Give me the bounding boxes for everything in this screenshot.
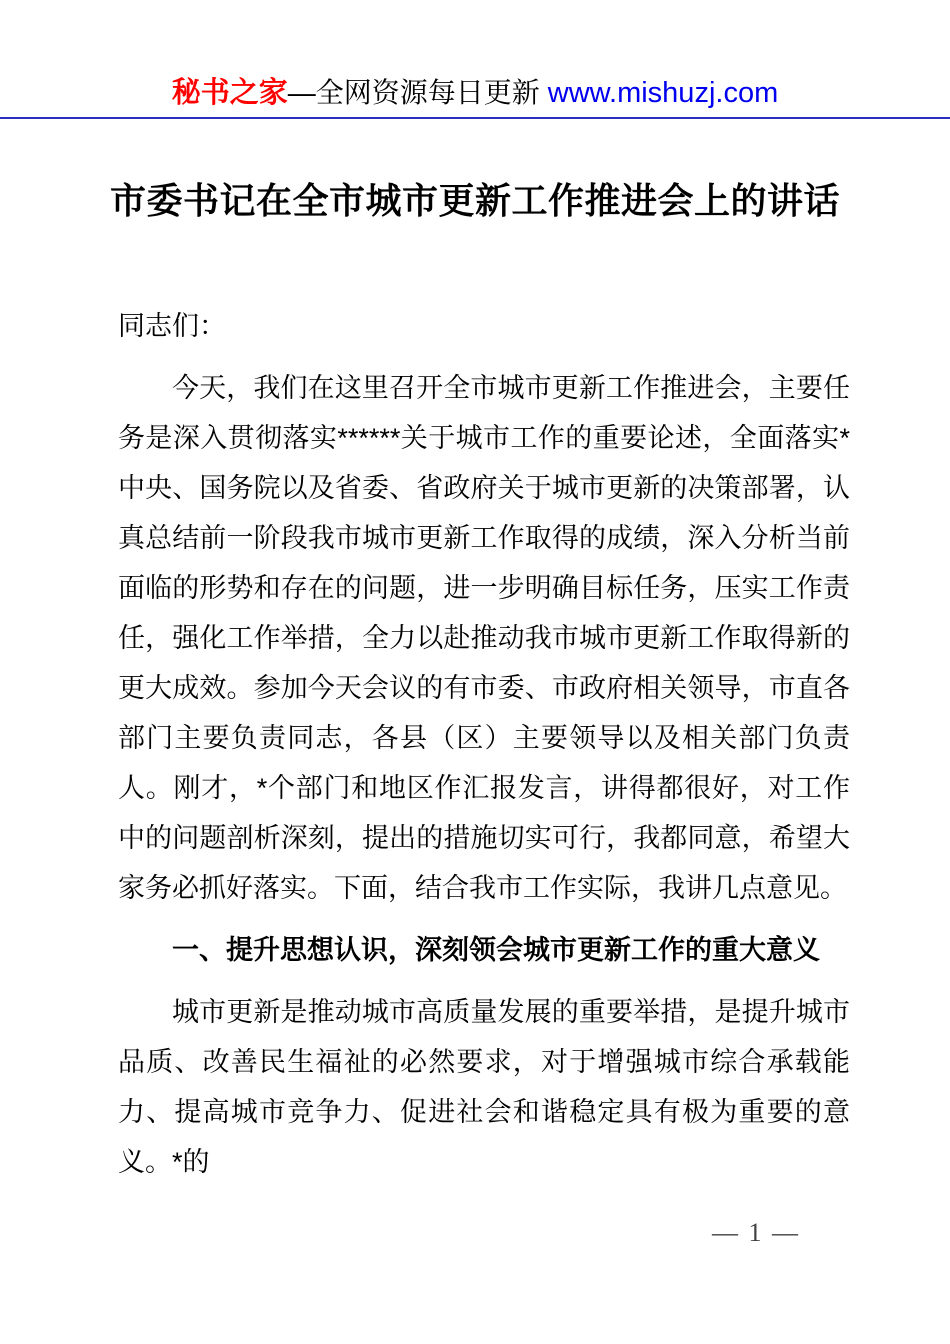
site-brand: 秘书之家 <box>171 77 288 109</box>
site-tagline: 全网资源每日更新 <box>315 77 540 108</box>
section-heading-1: 一、提升思想认识，深刻领会城市更新工作的重大意义 <box>172 935 820 965</box>
document-body <box>118 301 850 1187</box>
header-divider-rule <box>0 117 950 119</box>
letterhead <box>0 0 950 110</box>
site-url-link[interactable]: www.mishuzj.com <box>547 77 779 109</box>
brand-dash: — <box>287 77 316 108</box>
salutation-line: 同志们： <box>118 311 226 341</box>
paragraph-section-1: 城市更新是推动城市高质量发展的重要举措，是提升城市品质、改善民生福祉的必然要求，对于增强城市综合承载能力、提高城市竞争力、促进社会和谐稳定具有极为重要的意义。*的 <box>118 997 850 1177</box>
document-title: 市委书记在全市城市更新工作推进会上的讲话 <box>109 180 840 221</box>
page-number: — 1 — <box>712 1218 800 1247</box>
paragraph-opening: 今天，我们在这里召开全市城市更新工作推进会，主要任务是深入贯彻落实******关于城市工作的重要论述，全面落实*中央、国务院以及省委、省政府关于城市更新的决策部署，认真总结前一阶段我市城市更新工作取得的成绩，深入分析当前面临的形势和存在的问题，进一步明确目标任务，压实工作责任，强化工作举措，全力以赴推动我市城市更新工作取得新的更大成效。参加今天会议的有市委、市政府相关领导，市直各部门主要负责同志，各县（区）主要领导以及相关部门负责人。刚才，*个部门和地区作汇报发言，讲得都很好，对工作中的问题剖析深刻，提出的措施切实可行，我都同意，希望大家务必抓好落实。下面，结合我市工作实际，我讲几点意见。 <box>118 373 850 903</box>
